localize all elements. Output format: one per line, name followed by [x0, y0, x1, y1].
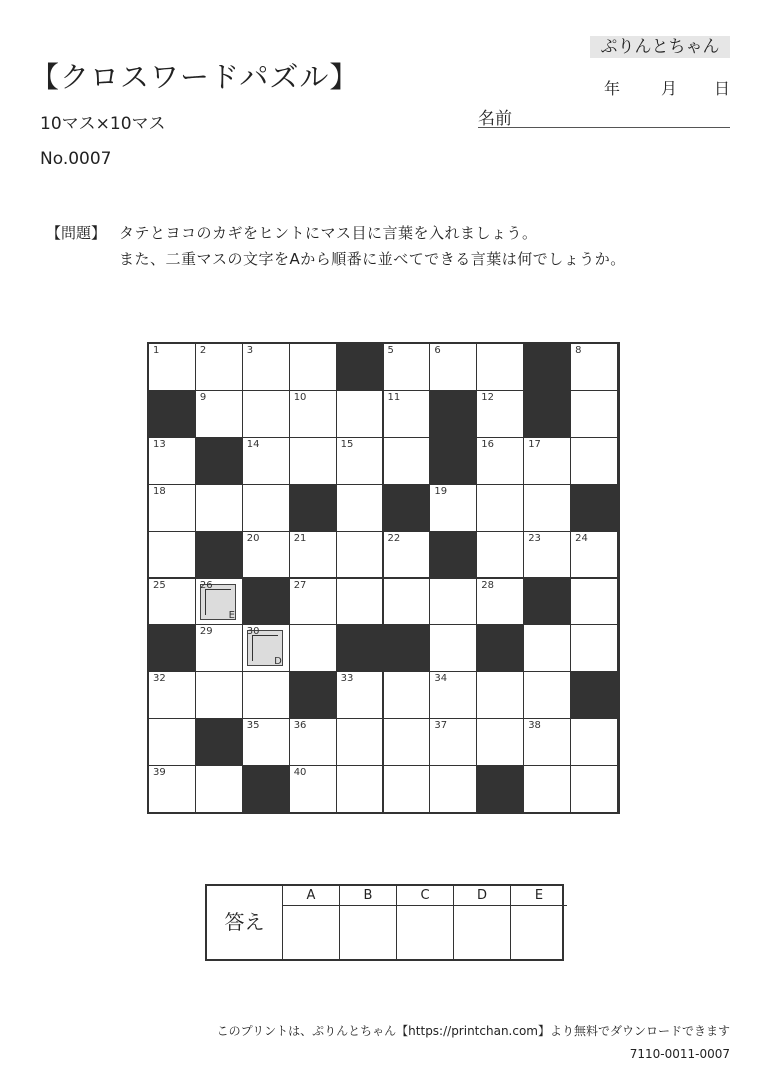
black-cell [477, 766, 523, 812]
grid-cell[interactable] [337, 485, 383, 531]
grid-cell[interactable] [524, 766, 570, 812]
worksheet-number: No.0007 [40, 149, 112, 169]
grid-cell[interactable] [149, 485, 195, 531]
black-cell [290, 485, 336, 531]
cell-number: 6 [434, 345, 441, 356]
black-cell [430, 438, 476, 484]
grid-cell[interactable] [524, 625, 570, 671]
grid-cell[interactable] [384, 344, 430, 390]
grid-cell[interactable] [149, 532, 195, 578]
crossword-grid [147, 342, 620, 814]
answer-box [205, 884, 564, 961]
double-cell-border [252, 635, 253, 661]
footer-code: 7110-0011-0007 [629, 1047, 730, 1061]
answer-column-e[interactable] [510, 886, 567, 959]
grid-cell[interactable] [290, 532, 336, 578]
black-cell [430, 532, 476, 578]
cell-number: 30 [246, 626, 260, 638]
grid-cell[interactable] [149, 438, 195, 484]
cell-number: 35 [246, 720, 260, 732]
grid-cell[interactable] [290, 438, 336, 484]
grid-cell[interactable] [196, 672, 242, 718]
grid-cell[interactable] [337, 532, 383, 578]
cell-number: 15 [340, 438, 354, 450]
cell-number: 21 [293, 532, 307, 544]
grid-cell[interactable] [524, 719, 570, 765]
answer-column-header: D [454, 886, 510, 906]
grid-cell[interactable] [384, 391, 430, 437]
cell-number: 9 [199, 391, 207, 403]
grid-cell[interactable] [243, 672, 289, 718]
black-cell [384, 625, 430, 671]
black-cell [524, 344, 570, 390]
grid-cell[interactable] [243, 344, 289, 390]
answer-column-b[interactable] [339, 886, 396, 959]
grid-cell[interactable] [430, 485, 476, 531]
grid-cell[interactable] [477, 344, 523, 390]
grid-cell[interactable] [477, 391, 523, 437]
cell-number: 33 [340, 673, 354, 685]
cell-number: 12 [481, 391, 495, 403]
grid-cell[interactable] [196, 579, 242, 625]
grid-cell[interactable] [243, 485, 289, 531]
grid-cell[interactable] [149, 344, 195, 390]
cell-number: 40 [293, 767, 307, 779]
date-day-label: 日 [714, 79, 731, 98]
grid-cell[interactable] [477, 579, 523, 625]
grid-cell[interactable] [477, 672, 523, 718]
black-cell [430, 391, 476, 437]
cell-number: 22 [387, 532, 401, 544]
date-year-label: 年 [604, 79, 621, 98]
grid-cell[interactable] [571, 766, 617, 812]
grid-cell[interactable] [384, 766, 430, 812]
answer-label: 答え [207, 886, 283, 959]
question-line-2: また、二重マスの文字をAから順番に並べてできる言葉は何でしょうか。 [119, 250, 626, 268]
grid-cell[interactable] [196, 391, 242, 437]
black-cell [290, 672, 336, 718]
grid-cell[interactable] [149, 766, 195, 812]
cell-number: 39 [153, 767, 166, 779]
cell-number: 37 [434, 720, 448, 732]
grid-cell[interactable] [196, 485, 242, 531]
grid-cell[interactable] [337, 766, 383, 812]
cell-number: 28 [481, 579, 495, 591]
cell-number: 27 [293, 579, 307, 591]
grid-cell[interactable] [430, 766, 476, 812]
cell-number: 8 [575, 345, 582, 356]
grid-cell[interactable] [290, 625, 336, 671]
double-cell-letter: D [274, 656, 282, 668]
grid-cell[interactable] [477, 485, 523, 531]
grid-cell[interactable] [430, 344, 476, 390]
grid-cell[interactable] [290, 391, 336, 437]
grid-cell[interactable] [571, 391, 617, 437]
grid-cell[interactable] [571, 438, 617, 484]
brand-label: ぷりんとちゃん [590, 36, 730, 58]
question-line-1: タテとヨコのカギをヒントにマス目に言葉を入れましょう。 [119, 224, 538, 242]
answer-column-c[interactable] [396, 886, 453, 959]
black-cell [524, 391, 570, 437]
grid-cell[interactable] [571, 625, 617, 671]
double-cell-letter: E [228, 609, 235, 621]
grid-cell[interactable] [290, 719, 336, 765]
grid-cell[interactable] [384, 532, 430, 578]
grid-cell[interactable] [243, 438, 289, 484]
question-label: 【問題】 [46, 224, 107, 242]
grid-cell[interactable] [243, 625, 289, 671]
grid-cell[interactable] [337, 391, 383, 437]
grid-cell[interactable] [384, 579, 430, 625]
grid-cell[interactable] [149, 672, 195, 718]
black-cell [384, 485, 430, 531]
cell-number: 32 [153, 673, 166, 685]
grid-cell[interactable] [243, 532, 289, 578]
grid-cell[interactable] [337, 579, 383, 625]
black-cell [477, 625, 523, 671]
answer-column-header: C [397, 886, 453, 906]
grid-cell[interactable] [430, 579, 476, 625]
grid-cell[interactable] [477, 532, 523, 578]
black-cell [571, 672, 617, 718]
black-cell [149, 625, 195, 671]
grid-cell[interactable] [337, 438, 383, 484]
black-cell [524, 579, 570, 625]
cell-number: 10 [293, 391, 307, 403]
grid-cell[interactable] [243, 391, 289, 437]
black-cell [243, 766, 289, 812]
grid-cell[interactable] [430, 625, 476, 671]
answer-column-a[interactable] [282, 886, 339, 959]
cell-number: 5 [387, 345, 394, 356]
cell-number: 1 [153, 345, 160, 356]
black-cell [337, 625, 383, 671]
grid-size-label: 10マス×10マス [40, 114, 166, 134]
grid-cell[interactable] [430, 719, 476, 765]
cell-number: 14 [246, 438, 260, 450]
grid-cell[interactable] [196, 766, 242, 812]
cell-number: 26 [199, 579, 213, 591]
grid-cell[interactable] [290, 766, 336, 812]
cell-number: 19 [434, 485, 448, 497]
grid-cell[interactable] [196, 344, 242, 390]
cell-number: 3 [246, 345, 254, 356]
black-cell [196, 719, 242, 765]
cell-number: 29 [199, 626, 213, 638]
cell-number: 11 [387, 391, 401, 403]
black-cell [337, 344, 383, 390]
black-cell [571, 485, 617, 531]
grid-cell[interactable] [524, 672, 570, 718]
grid-cell[interactable] [524, 532, 570, 578]
grid-cell[interactable] [571, 579, 617, 625]
date-month-label: 月 [661, 79, 678, 98]
grid-cell[interactable] [384, 672, 430, 718]
grid-cell[interactable] [384, 438, 430, 484]
grid-cell[interactable] [384, 719, 430, 765]
black-cell [196, 532, 242, 578]
cell-number: 34 [434, 673, 448, 685]
grid-cell[interactable] [430, 672, 476, 718]
cell-number: 13 [153, 438, 166, 450]
grid-cell[interactable] [149, 719, 195, 765]
grid-cell[interactable] [243, 719, 289, 765]
answer-column-d[interactable] [453, 886, 510, 959]
name-label: 名前 [478, 109, 512, 129]
double-cell-border [205, 589, 206, 615]
black-cell [243, 579, 289, 625]
grid-cell[interactable] [524, 438, 570, 484]
grid-cell[interactable] [290, 344, 336, 390]
cell-number: 24 [575, 532, 588, 544]
grid-cell[interactable] [337, 719, 383, 765]
answer-column-header: E [511, 886, 567, 906]
cell-number: 2 [199, 345, 207, 356]
grid-cell[interactable] [524, 485, 570, 531]
cell-number: 17 [528, 438, 541, 450]
grid-cell[interactable] [571, 719, 617, 765]
name-field-line[interactable] [478, 127, 730, 128]
grid-cell[interactable] [477, 438, 523, 484]
footer-note: このプリントは、ぷりんとちゃん【https://printchan.com】より無料でダウンロードできます [216, 1024, 730, 1038]
black-cell [149, 391, 195, 437]
cell-number: 16 [481, 438, 495, 450]
cell-number: 18 [153, 485, 166, 497]
cell-number: 36 [293, 720, 307, 732]
grid-cell[interactable] [290, 579, 336, 625]
cell-number: 38 [528, 720, 541, 732]
answer-column-header: B [340, 886, 396, 906]
black-cell [196, 438, 242, 484]
answer-column-header: A [283, 886, 339, 906]
grid-cell[interactable] [337, 672, 383, 718]
grid-cell[interactable] [477, 719, 523, 765]
page-title: 【クロスワードパズル】 [30, 60, 360, 94]
grid-cell[interactable] [571, 344, 617, 390]
grid-cell[interactable] [196, 625, 242, 671]
cell-number: 23 [528, 532, 541, 544]
grid-cell[interactable] [149, 579, 195, 625]
grid-cell[interactable] [571, 532, 617, 578]
cell-number: 20 [246, 532, 260, 544]
cell-number: 25 [153, 579, 166, 591]
